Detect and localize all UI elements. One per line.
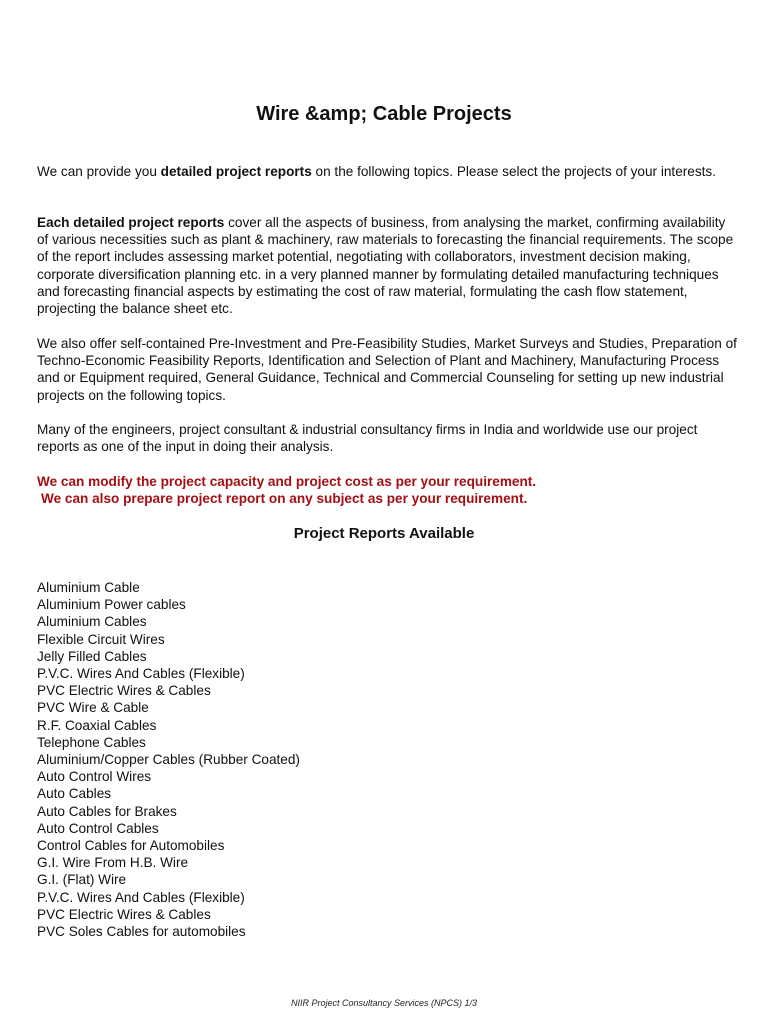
scope-bold-text: Each detailed project reports [37,215,225,230]
list-item: Telephone Cables [37,734,146,750]
list-item: PVC Wire & Cable [37,700,149,716]
scope-text: cover all the aspects of business, from analysing the market, confirming availability of various necessities such as plant & machinery, raw materials to forecasting the financial requirements. The scope of the report includes assessing market potential, negotiating with collaborators, investment decision making, corporate diversification planning etc. in a very planned manner by formulating detailed manufacturing techniques and forecasting financial aspects by estimating the cost of raw material, formulating the cash flow statement, projecting the balance sheet etc. [37,215,734,317]
list-item: G.I. Wire From H.B. Wire [37,855,189,871]
list-item: Aluminium Cables [37,614,147,630]
usage-paragraph: Many of the engineers, project consultant & industrial consultancy firms in India and worldwide use our project reports as one of the input in doing their analysis. [37,422,698,455]
list-item: Control Cables for Automobiles [37,838,225,854]
list-item: Aluminium Cable [37,580,140,595]
list-item: PVC Electric Wires & Cables [37,906,211,922]
list-item: Aluminium/Copper Cables (Rubber Coated) [37,752,300,768]
section-title: Project Reports Available [293,525,475,542]
list-item: P.V.C. Wires And Cables (Flexible) [37,889,245,905]
project-list [37,579,300,940]
intro-text-after: on the following topics. Please select the projects of your interests. [311,164,716,179]
list-item: Flexible Circuit Wires [37,631,165,647]
highlight-paragraph [37,473,737,507]
list-item: Auto Cables for Brakes [37,803,177,819]
page-title: Wire &amp; Cable Projects [256,103,512,125]
highlight-line-custom: We can also prepare project report on any subject as per your requirement. [41,491,528,507]
list-item: Auto Cables [37,786,112,802]
list-item: R.F. Coaxial Cables [37,717,157,733]
intro-text-before: We can provide you [37,164,161,179]
offer-paragraph: We also offer self-contained Pre-Investment and Pre-Feasibility Studies, Market Surveys and Studies, Preparation of Techno-Economic Feasibility Reports, Identification and Selection of Plant and Machinery, Manufacturing Process and or Equipment required, General Guidance, Technical and Commercial Counseling for setting up new industrial projects on the following topics. [37,336,737,403]
list-item: P.V.C. Wires And Cables (Flexible) [37,666,245,682]
list-item: G.I. (Flat) Wire [37,872,127,888]
list-item: PVC Soles Cables for automobiles [37,924,246,940]
list-item: Auto Control Wires [37,769,152,785]
list-item: Aluminium Power cables [37,597,186,613]
scope-paragraph [37,214,737,317]
list-item: Auto Control Cables [37,820,159,836]
intro-paragraph [37,163,737,180]
page-footer: NIIR Project Consultancy Services (NPCS) 1/3 [290,998,478,1008]
list-item: Jelly Filled Cables [37,648,147,664]
intro-bold-text: detailed project reports [160,164,312,179]
list-item: PVC Electric Wires & Cables [37,683,211,699]
highlight-line-capacity: We can modify the project capacity and project cost as per your requirement. [37,474,537,489]
